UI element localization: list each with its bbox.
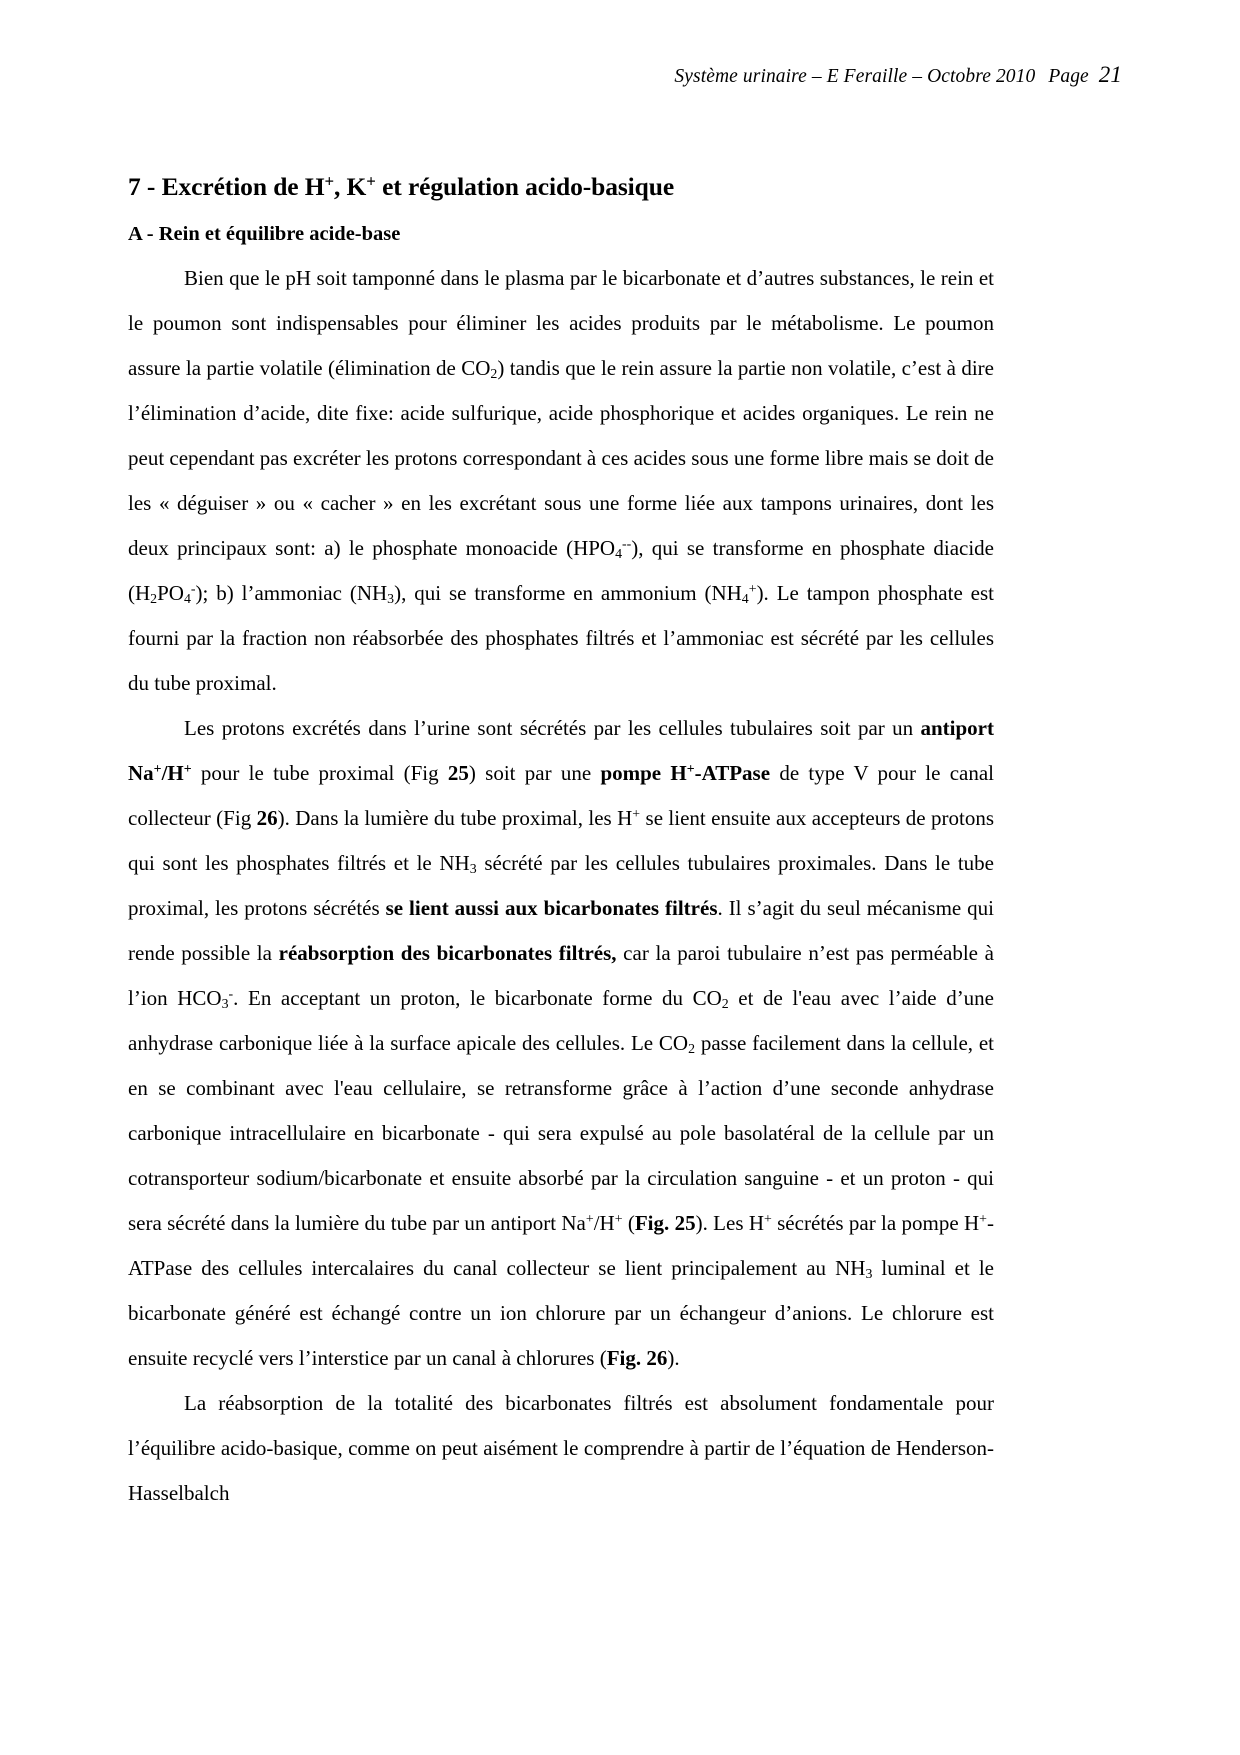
p2-bold-1-sup-1: + (153, 760, 162, 776)
paragraph-3: La réabsorption de la totalité des bicarbonates filtrés est absolument fondamentale pour l’équilibre acido-basique, comme on peut aisément le comprendre à partir de l’équation de Henderson-Hasselbalch (128, 1391, 994, 1506)
p1-sub-3: 2 (150, 591, 158, 607)
section-title (128, 170, 994, 204)
section-title-part-2: , K (334, 172, 367, 201)
p2-bold-1a: antiport Na (128, 716, 994, 786)
p2-seg-n: ( (622, 1211, 635, 1236)
p2-seg-h: . Il s’agit du seul mécanisme qui rende possible la (128, 896, 994, 966)
document-body (128, 170, 994, 1516)
p2-sup-na: + (585, 1210, 594, 1226)
p2-sub-nh3-a: 3 (469, 861, 477, 877)
p1-sub-6: 4 (741, 591, 749, 607)
p1-seg-b: ) tandis que le rein assure la partie non volatile, c’est à dire l’élimination d’acide, dite fixe: acide sulfurique, acide phosphorique et acides organiques. Le rein ne peut cependant pas excréter les protons correspondant à ces acides sous une forme libre mais se doit de les « déguiser » ou « cacher » en les excrétant sous une forme liée aux tampons urinaires, dont les deux principaux sont: a) le phosphate monoacide (HPO (128, 356, 994, 561)
page-header (674, 62, 1122, 88)
running-title: Système urinaire – E Feraille – Octobre 2010 (674, 66, 1036, 87)
p1-sup-1: -- (622, 535, 632, 551)
p2-seg-b: pour le tube proximal (Fig (191, 761, 448, 786)
p2-sup-h-1: + (632, 805, 641, 821)
p1-sub-5: 3 (387, 591, 395, 607)
p2-seg-e: ). Dans la lumière du tube proximal, les H (277, 806, 633, 831)
p2-seg-p: sécrétés par la pompe H (771, 1211, 980, 1236)
p2-bold-2-sup: + (686, 760, 695, 776)
p1-seg-e: ); b) l’ammoniac (NH (195, 581, 388, 606)
p2-bold-2a: pompe H (600, 761, 687, 786)
p2-bold-reabsorption: réabsorption des bicarbonates filtrés, (278, 941, 617, 966)
p2-seg-k: et de l'eau avec l’aide d’une anhydrase carbonique liée à la surface apicale des cellules. Le CO (128, 986, 995, 1056)
p2-seg-q: -ATPase des cellules intercalaires du canal collecteur se lient principalement au NH (128, 1211, 994, 1281)
p1-seg-g: ). Le tampon phosphate est fourni par la fraction non réabsorbée des phosphates filtrés et l’ammoniac est sécrété par les cellules du tube proximal. (128, 581, 994, 696)
p2-bold-2b: -ATPase (694, 761, 771, 786)
page-number: 21 (1098, 62, 1122, 87)
p1-seg-d: PO (157, 581, 184, 606)
p1-sub-1: 2 (490, 366, 498, 382)
section-title-part-3: et régulation acido-basique (375, 172, 675, 201)
paragraph-1 (128, 256, 994, 706)
p2-sub-hco3: 3 (221, 996, 229, 1012)
p2-sup-h-2: + (614, 1210, 623, 1226)
p2-sup-hco3: - (228, 985, 234, 1001)
p2-seg-l: passe facilement dans la cellule, et en se combinant avec l'eau cellulaire, se retransforme grâce à l’action d’une seconde anhydrase carbonique intracellulaire en bicarbonate - qui sera expulsé au pole basolatéral de la cellule par un cotransporteur sodium/bicarbonate et ensuite absorbé par la circulation sanguine - et un proton - qui sera sécrété dans la lumière du tube par un antiport Na (128, 1031, 994, 1236)
p2-seg-g: sécrété par les cellules tubulaires proximales. Dans le tube proximal, les protons sécrétés (128, 851, 994, 921)
p2-sup-h-4: + (979, 1210, 987, 1226)
p1-sub-2: 4 (615, 546, 623, 562)
p2-seg-m: /H (593, 1211, 615, 1236)
p2-sub-co2-b: 2 (688, 1041, 696, 1057)
p2-fig-26-ref-2: Fig. 26 (606, 1346, 668, 1371)
p2-fig-26-ref: 26 (256, 806, 278, 831)
p2-fig-25-ref-2: Fig. 25 (634, 1211, 696, 1236)
p2-seg-c: ) soit par une (468, 761, 601, 786)
p2-seg-s: ). (667, 1346, 680, 1371)
p2-seg-i: car la paroi tubulaire n’est pas perméable à l’ion HCO (128, 941, 994, 1011)
p1-seg-a: Bien que le pH soit tamponné dans le plasma par le bicarbonate et d’autres substances, le rein et le poumon sont indispensables pour éliminer les acides produits par le métabolisme. Le poumon assure la partie volatile (élimination de CO (128, 266, 994, 381)
p2-seg-a: Les protons excrétés dans l’urine sont sécrétés par les cellules tubulaires soit par un (184, 716, 921, 741)
p2-seg-d: de type V pour le canal collecteur (Fig (128, 761, 994, 831)
section-title-sup-1: + (324, 171, 334, 191)
subsection-title: A - Rein et équilibre acide-base (128, 223, 401, 246)
p1-sub-4: 4 (183, 591, 191, 607)
p1-seg-f: ), qui se transforme en ammonium (NH (394, 581, 742, 606)
p2-seg-r: luminal et le bicarbonate généré est échangé contre un ion chlorure par un échangeur d’anions. Le chlorure est ensuite recyclé vers l’interstice par un canal à chlorures ( (128, 1256, 994, 1371)
p2-seg-f: se lient ensuite aux accepteurs de protons qui sont les phosphates filtrés et le NH (128, 806, 994, 876)
p2-sup-h-3: + (763, 1210, 772, 1226)
p1-sup-3: + (748, 580, 757, 596)
p2-bold-se-lient: se lient aussi aux bicarbonates filtrés (385, 896, 718, 921)
p2-seg-o: ). Les H (695, 1211, 764, 1236)
page-label: Page (1048, 66, 1089, 87)
p1-seg-c: ), qui se transforme en phosphate diacide (H (128, 536, 995, 606)
p2-bold-1-sup-2: + (183, 760, 192, 776)
p2-sub-co2-a: 2 (721, 996, 729, 1012)
p2-fig-25-ref: 25 (447, 761, 469, 786)
p2-seg-j: . En acceptant un proton, le bicarbonate forme du CO (233, 986, 722, 1011)
p2-bold-1b: /H (161, 761, 184, 786)
p1-sup-2: - (190, 580, 196, 596)
section-title-sup-2: + (366, 171, 376, 191)
p2-bold-pompe (600, 761, 770, 785)
paragraph-2 (128, 706, 994, 1381)
p2-sub-nh3-b: 3 (865, 1266, 873, 1282)
section-title-part-1: 7 - Excrétion de H (128, 172, 325, 201)
